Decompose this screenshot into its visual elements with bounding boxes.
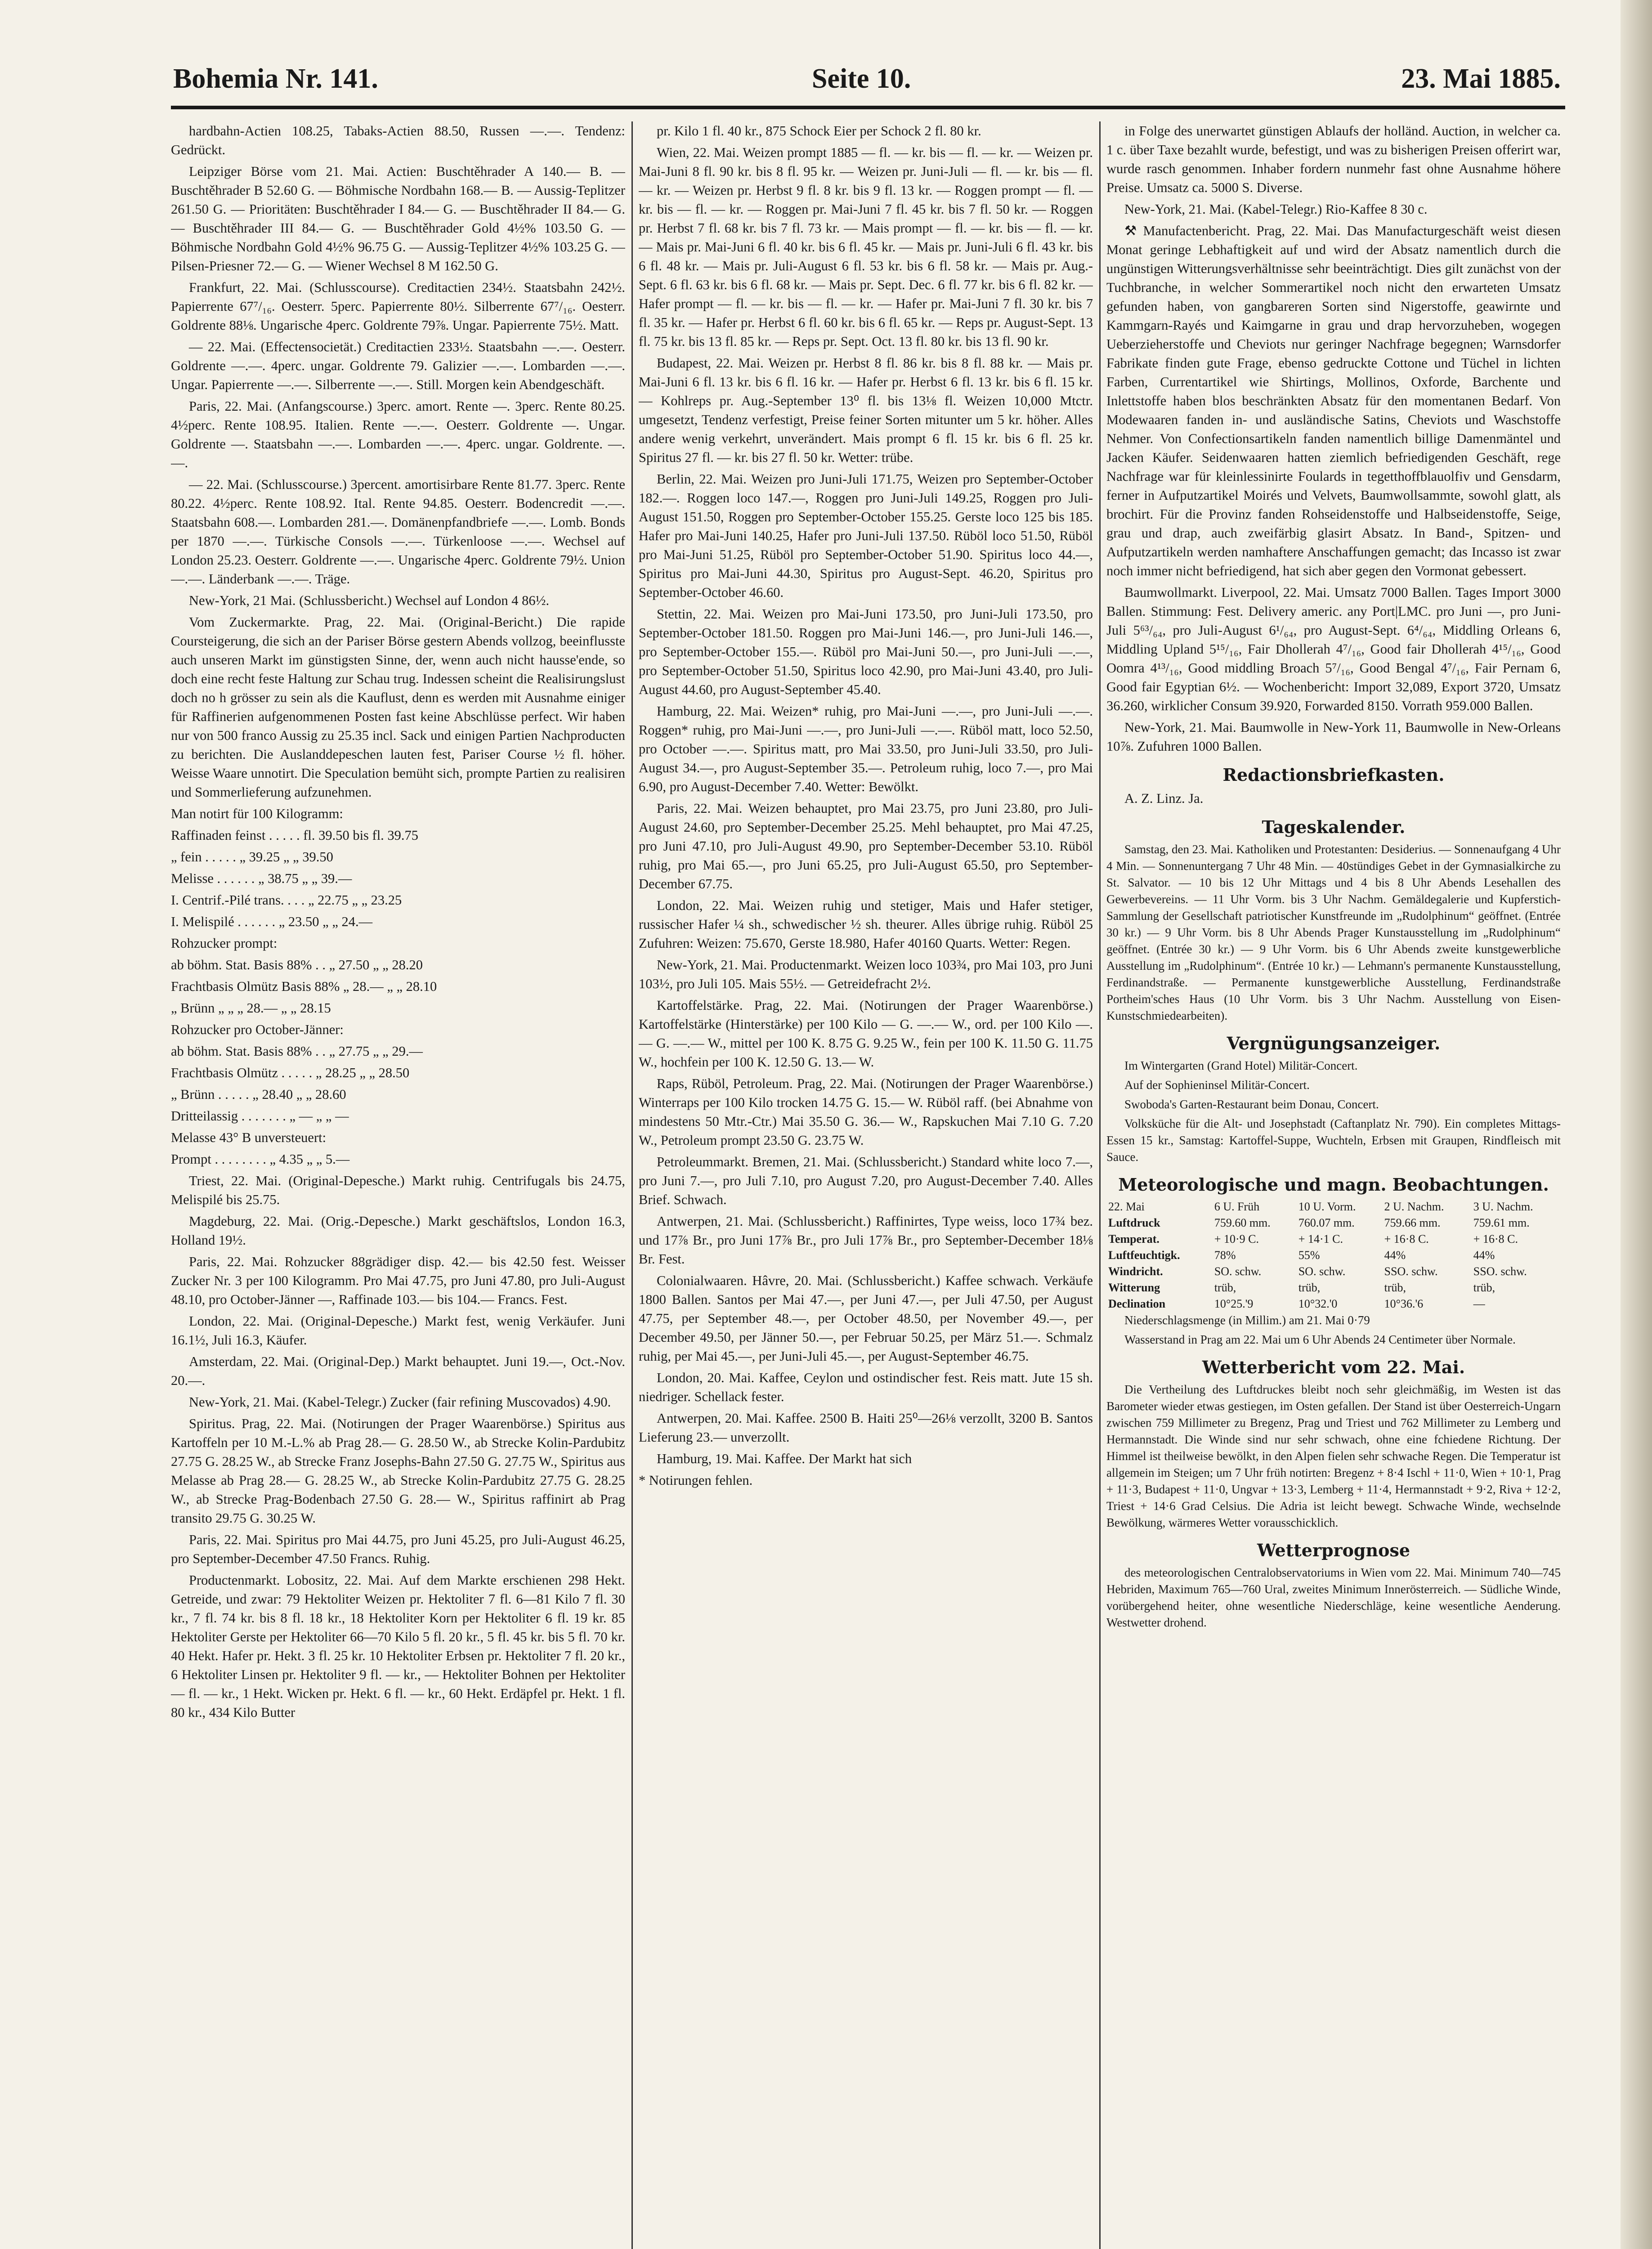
text-paragraph: Rohzucker pro October-Jänner: [171,1022,344,1037]
section-heading: Vergnügungsanzeiger. [1227,1033,1441,1053]
weather-cell: SO. schw. [1298,1265,1346,1278]
text-paragraph: New-York, 21. Mai. Productenmarkt. Weizen loco 103¾, pro Mai 103, pro Juni 103½, pro Juli 105. Mais 55½. — Getreidefracht 2½. [639,957,1093,991]
text-paragraph: I. Centrif.-Pilé trans. . . . „ 22.75 „ „ 23.25 [171,892,402,908]
text-paragraph: Niederschlagsmenge (in Millim.) am 21. Mai 0·79 [1124,1313,1370,1327]
text-paragraph: London, 22. Mai. (Original-Depesche.) Markt fest, wenig Verkäufer. Juni 16.1½, Juli 16.3, Käufer. [171,1313,625,1348]
text-paragraph: ⚒ Manufactenbericht. Prag, 22. Mai. Das Manufacturgeschäft weist diesen Monat geringe Lebhaftigkeit auf und wird der Absatz namentlich durch die ungünstigen Witterungsverhältnisse sehr beeinträchtigt. Dies gilt zunächst von der Tuchbranche, in welcher Sommerartikel noch nicht den erwarteten Umsatz gefunden haben, von gangbareren Sorten sind Nigerstoffe, geawirnte und Kammgarn-Rayés und Kaimgarne in grau und drap hervorzuheben, wogegen Ueberzieherstoffe und Cheviots nur geringer Nachfrage begegnen; Warnsdorfer Fabrikate finden gute Frage, ebenso gedruckte Cottone und Tüchel in lichten Farben, Currentartikel wie Shirtings, Mollinos, Oxforde, Barchente und Inlettstoffe haben blos beschränkten Absatz für den momentanen Bedarf. Von Modewaaren fanden in- und ausländische Satins, Cheviots und Waschstoffe Nehmer. Von Confectionsartikeln fanden namentlich billige Damenmäntel und Jacken Käufer. Seidenwaaren hatten ziemlich befriedigenden Geschäft, rege Nachfrage war für kleinlessinirte Foulards in tegetthoffblauolfiv und Gensdarm, ferner in Aufputzartikel Moirés und Velvets, Baumwollsammte, sowohl glatt, als brochirt. Für die Provinz fanden Rohseidenstoffe und Halbseidenstoffe, Seige, grau und drap, auch zweifärbig glasirt Absatz. In Band-, Spitzen- und Aufputzartikeln werden namhaftere Anschaffungen gemacht; das Incasso ist zwar noch immer nicht befriedigend, hat sich aber gegen den Vormonat gebessert. [1106,223,1561,578]
weather-cell: 759.60 mm. [1214,1216,1271,1229]
weather-header-cell: 10 U. Vorm. [1298,1200,1356,1213]
text-paragraph: * Notirungen fehlen. [639,1473,753,1488]
text-paragraph: Frachtbasis Olmütz Basis 88% „ 28.— „ „ 28.10 [171,979,437,994]
text-paragraph: „ Brünn . . . . . „ 28.40 „ „ 28.60 [171,1087,346,1102]
text-paragraph: New-York, 21. Mai. Baumwolle in New-York 11, Baumwolle in New-Orleans 10⅞. Zufuhren 1000 Ballen. [1106,720,1561,754]
weather-cell: + 16·8 C. [1384,1232,1429,1245]
weather-cell: Luftdruck [1108,1216,1160,1229]
weather-cell: 78% [1214,1249,1236,1262]
section-heading: Wetterprognose [1257,1540,1410,1560]
text-paragraph: Die Vertheilung des Luftdruckes bleibt noch sehr gleichmäßig, im Westen ist das Barometer wieder etwas gestiegen, im Osten gefallen. Der Stand ist über Oesterreich-Ungarn zwischen 759 Millimeter zu Bregenz, Prag und Triest und 762 Millimeter zu Lemberg und Hermannstadt. Die Winde sind nur sehr schwach, ohne eine fchiedene Richtung. Der Himmel ist theilweise bewölkt, in den Alpen fielen sehr schwache Regen. Die Temperatur ist allgemein im Steigen; um 7 Uhr früh notirten: Bregenz + 8·4 Ischl + 11·0, Wien + 10·1, Prag + 11·3, Budapest + 11·0, Ungvar + 13·3, Lemberg + 11·4, Hermannstadt + 9·2, Riva + 12·2, Triest + 14·6 Grad Celsius. Die Adria ist leicht bewegt. Schwache Winde, wechselnde Bewölkung, wärmeres Wetter vorausschicklich. [1106,1383,1561,1529]
weather-header-cell: 3 U. Nachm. [1473,1200,1533,1213]
text-paragraph: Kartoffelstärke. Prag, 22. Mai. (Notirungen der Prager Waarenbörse.) Kartoffelstärke (Hinterstärke) per 100 Kilo — G. —.— W., ord. per 100 Kilo —.— G. —.— W., mittel per 100 K. 8.75 G. 9.25 W., fein per 100 K. 11.50 G. 11.75 W., hochfein per 100 K. 12.50 G. 13.— W. [639,998,1093,1070]
text-paragraph: Dritteilassig . . . . . . . „ — „ „ — [171,1108,349,1124]
weather-cell: 55% [1298,1249,1320,1262]
section-heading: Tageskalender. [1262,817,1406,837]
section-heading: Redactionsbriefkasten. [1222,765,1445,785]
text-paragraph: Frankfurt, 22. Mai. (Schlusscourse). Creditactien 234½. Staatsbahn 242½. Papierrente 67⁷/₁₆. Oesterr. 5perc. Papierrente 80½. Silberrente 67⁷/₁₆. Oesterr. Goldrente 88⅛. Ungarische 4perc. Goldrente 79⅞. Ungar. Papierrente 75½. Matt. [171,280,625,333]
text-paragraph: Triest, 22. Mai. (Original-Depesche.) Markt ruhig. Centrifugals bis 24.75, Melispilé bis 25.75. [171,1173,625,1207]
weather-cell: 10°36.'6 [1384,1297,1424,1310]
text-paragraph: Paris, 22. Mai. Spiritus pro Mai 44.75, pro Juni 45.25, pro Juli-August 46.25, pro September-December 47.50 Francs. Ruhig. [171,1532,625,1566]
column-1 [171,121,625,2249]
page-header [173,63,1561,108]
text-paragraph: Baumwollmarkt. Liverpool, 22. Mai. Umsatz 7000 Ballen. Tages Import 3000 Ballen. Stimmung: Fest. Delivery americ. any Port|LMC. pro Juni —, pro Juni-Juli 5⁶³/₆₄, pro Juli-August 6¹/₆₄, pro August-Sept. 6⁴/₆₄, Middling Orleans 6, Middling Upland 5¹⁵/₁₆, Fair Dhollerah 4⁷/₁₆, Good fair Dhollerah 4¹⁵/₁₆, Good Oomra 4¹³/₁₆, Good middling Broach 5⁷/₁₆, Good Bengal 4⁷/₁₆, Fair Pernam 6, Good fair Egyptian 6½. — Wochenbericht: Import 32,089, Export 3720, Umsatz 36.260, wirklicher Consum 39.920, Forwarded 8150. Vorrath 959.000 Ballen. [1106,585,1561,713]
weather-cell: Windricht. [1108,1265,1163,1278]
weather-header-cell: 2 U. Nachm. [1384,1200,1444,1213]
weather-cell: Temperat. [1108,1232,1160,1245]
text-paragraph: Amsterdam, 22. Mai. (Original-Dep.) Markt behauptet. Juni 19.—, Oct.-Nov. 20.—. [171,1354,625,1388]
weather-cell: 759.61 mm. [1473,1216,1530,1229]
text-paragraph: Berlin, 22. Mai. Weizen pro Juni-Juli 171.75, Weizen pro September-October 182.—. Roggen loco 147.—, Roggen pro Juni-Juli 149.25, Roggen pro Juli-August 151.50, Roggen pro September-October 155.25. Gerste loco 125 bis 185. Hafer pro Mai-Juni 140.25, Hafer pro Juni-Juli 137.50. Rüböl loco 51.50, Rüböl pro Mai-Juni 51.25, Rüböl pro September-October 51.90. Spiritus loco 44.—, Spiritus pro Mai-Juni 44.30, Spiritus pro August-Sept. 46.20, Spiritus pro September-October 46.60. [639,471,1093,600]
text-paragraph: A. Z. Linz. Ja. [1124,791,1204,806]
text-paragraph: — 22. Mai. (Schlusscourse.) 3percent. amortisirbare Rente 81.77. 3perc. Rente 80.22. 4½perc. Rente 108.92. Ital. Rente 94.85. Oesterr. Bodencredit —.—. Staatsbahn 608.—. Lombarden 281.—. Domänenpfandbriefe —.—. Lomb. Bonds per 1870 —.—. Türkische Consols —.—. Türkenloose —.—. Wechsel auf London 25.23. Oesterr. Goldrente —.—. Ungarische 4perc. Goldrente 79½. Union —.—. Länderbank —.—. Träge. [171,477,625,587]
weather-cell: Witterung [1108,1281,1160,1294]
weather-cell: Declination [1108,1297,1166,1310]
text-paragraph: Swoboda's Garten-Restaurant beim Donau, Concert. [1124,1098,1379,1111]
text-paragraph: des meteorologischen Centralobservatoriums in Wien vom 22. Mai. Minimum 740—745 Hebriden, Maximum 765—760 Ural, zweites Minimum Innerösterreich. — Südliche Winde, vorübergehend heiter, ohne wesentliche Niederschläge, keine wesentliche Aenderung. Westwetter drohend. [1106,1566,1561,1629]
text-paragraph: ab böhm. Stat. Basis 88% . . „ 27.75 „ „ 29.— [171,1044,423,1059]
weather-table [1106,1199,1561,1312]
weather-cell: trüb, [1214,1281,1236,1294]
weather-cell: 10°25.'9 [1214,1297,1254,1310]
text-paragraph: Frachtbasis Olmütz . . . . . „ 28.25 „ „ 28.50 [171,1065,410,1080]
text-paragraph: „ fein . . . . . „ 39.25 „ „ 39.50 [171,849,333,865]
text-paragraph: Hamburg, 22. Mai. Weizen* ruhig, pro Mai-Juni —.—, pro Juni-Juli —.—. Roggen* ruhig, pro Mai-Juni —.—, pro Juni-Juli —.—. Rüböl matt, loco 52.50, pro October —.—. Spiritus matt, pro Mai 33.50, pro Juni-Juli 33.50, pro Juli-August 34.—, pro August-September 35.—. Petroleum ruhig, loco 7.—, pro Mai 6.90, pro August-December 7.40. Wetter: Bewölkt. [639,703,1093,794]
text-paragraph: Volksküche für die Alt- und Josephstadt (Caftanplatz Nr. 790). Ein completes Mittags-Essen 15 kr., Samstag: Kartoffel-Suppe, Wuchteln, Erbsen mit Graupen, Rindfleisch mit Sauce. [1106,1117,1561,1164]
header-date: 23. Mai 1885. [1401,63,1561,94]
text-paragraph: Petroleummarkt. Bremen, 21. Mai. (Schlussbericht.) Standard white loco 7.—, pro Juni 7.—, pro Juli 7.10, pro August 7.20, pro August-December 7.40. Alles Brief. Schwach. [639,1154,1093,1207]
weather-header-cell: 22. Mai [1108,1200,1145,1213]
text-paragraph: Paris, 22. Mai. (Anfangscourse.) 3perc. amort. Rente —. 3perc. Rente 80.25. 4½perc. Rente 108.95. Italien. Rente —.—. Oesterr. Goldrente —. Ungar. Goldrente —. Staatsbahn —.—. Lombarden —.—. 4perc. ungar. Goldrente. —.—. [171,399,625,470]
header-page-number: Seite 10. [812,63,911,94]
text-paragraph: Spiritus. Prag, 22. Mai. (Notirungen der Prager Waarenbörse.) Spiritus aus Kartoffeln per 10 M.-L.% ab Prag 28.— G. 28.50 W., ab Strecke Kolin-Pardubitz 27.75 G. 28.25 W., ab Strecke Franz Josephs-Bahn 27.50 G. 27.75 W., Spiritus aus Melasse ab Prag 28.— G. 28.25 W., ab Strecke Kolin-Pardubitz 27.75 G. 28.25 W., ab Strecke Prag-Bodenbach 27.50 G. 28.— W., Spiritus raffinirt ab Prag transito 29.75 G. 30.25 W. [171,1416,625,1526]
header-rule [171,106,1565,109]
weather-cell: 44% [1384,1249,1406,1262]
text-paragraph: New-York, 21 Mai. (Schlussbericht.) Wechsel auf London 4 86½. [189,593,550,608]
column-2 [639,121,1093,2249]
text-paragraph: „ Brünn „ „ „ 28.— „ „ 28.15 [171,1000,331,1016]
text-paragraph: Colonialwaaren. Hâvre, 20. Mai. (Schlussbericht.) Kaffee schwach. Verkäufe 1800 Ballen. Santos per Mai 47.—, per Juni 47.—, per Juli 47.50, per August 47.75, per September 48.—, per October 48.50, per November 49.—, per December 49.50, per Jänner 50.—, per Februar 50.25, per März 51.—. Schmalz ruhig, per Mai 45.—, per Juni-Juli 45.—, per August-September 46.75. [639,1273,1093,1364]
weather-cell: + 14·1 C. [1298,1232,1343,1245]
text-paragraph: Wasserstand in Prag am 22. Mai um 6 Uhr Abends 24 Centimeter über Normale. [1124,1333,1516,1346]
text-paragraph: Man notirt für 100 Kilogramm: [171,806,343,821]
text-paragraph: Stettin, 22. Mai. Weizen pro Mai-Juni 173.50, pro Juni-Juli 173.50, pro September-October 181.50. Roggen pro Mai-Juni 146.—, pro Juni-Juli 146.—, pro September-October 155.—. Rüböl pro Mai-Juni 50.—, pro Juni-Juli —.—, pro September-October 51.50, Spiritus loco 42.90, pro Mai-Juni 43.40, pro Juli-August 44.60, pro August-September 45.40. [639,606,1093,697]
section-heading: Wetterbericht vom 22. Mai. [1202,1357,1465,1377]
weather-header-cell: 6 U. Früh [1214,1200,1260,1213]
weather-cell: 10°32.'0 [1298,1297,1338,1310]
text-paragraph: Auf der Sophieninsel Militär-Concert. [1124,1078,1310,1092]
weather-cell: Luftfeuchtigk. [1108,1249,1180,1262]
text-paragraph: I. Melispilé . . . . . . „ 23.50 „ „ 24.— [171,914,373,929]
text-paragraph: Budapest, 22. Mai. Weizen pr. Herbst 8 fl. 86 kr. bis 8 fl. 88 kr. — Mais pr. Mai-Juni 6 fl. 13 kr. bis 6 fl. 16 kr. — Hafer pr. Herbst 6 fl. 13 kr. bis 6 fl. 15 kr. — Kohlreps pr. Aug.-September 13⁰ fl. bis 13⅛ fl. Weizen 10,000 Mtctr. umgesetzt, Tendenz verfestigt, Preise feiner Sorten mitunter um 5 kr. höher. Alles andere wenig verkehrt, unverändert. Mais prompt 6 fl. 15 kr. bis 6 fl. 25 kr. Spiritus 27 fl. — kr. bis 27 fl. 50 kr. Wetter: trübe. [639,355,1093,465]
column-divider [1099,121,1101,2249]
text-paragraph: Antwerpen, 21. Mai. (Schlussbericht.) Raffinirtes, Type weiss, loco 17¾ bez. und 17⅞ Br., pro Juni 17⅞ Br., pro Juli 17⅞ Br., pro September-December 18⅛ Br. Fest. [639,1214,1093,1267]
page-edge [1621,0,1652,2249]
weather-cell: + 10·9 C. [1214,1232,1259,1245]
weather-cell: 759.66 mm. [1384,1216,1441,1229]
text-paragraph: Raffinaden feinst . . . . . fl. 39.50 bis fl. 39.75 [171,828,419,843]
text-paragraph: Melisse . . . . . . „ 38.75 „ „ 39.— [171,871,352,886]
weather-cell: trüb, [1473,1281,1495,1294]
text-paragraph: London, 20. Mai. Kaffee, Ceylon und ostindischer fest. Reis matt. Jute 15 sh. niedriger. Schellack fester. [639,1370,1093,1404]
text-paragraph: Samstag, den 23. Mai. Katholiken und Protestanten: Desiderius. — Sonnenaufgang 4 Uhr 4 Min. — Sonnenuntergang 7 Uhr 48 Min. — 40stündiges Gebet in der Gymnasialkirche zu St. Salvator. — 10 bis 12 Uhr Mittags und 4 bis 8 Uhr Abends Lesehallen des Gewerbevereins. — 11 Uhr Vorm. bis 3 Uhr Nachm. Gemäldegalerie und Kupferstich-Sammlung der Gesellschaft patriotischer Kunstfreunde im „Rudolphinum“ geöffnet. (Entrée 30 kr.) — 9 Uhr Vorm. bis 8 Uhr Abends Prager Kunstausstellung im „Rudolphinum“ geöffnet. (Entrée 30 kr.) — 9 Uhr Vorm. bis 6 Uhr Abends zweite kunstgewerbliche Ausstellung im „Rudolphinum“. (Entrée 10 kr.) — Lehmann's permanente Kunstausstellung, Ferdinandstraße. — Permanente kunstgewerbliche Ausstellung, Ferdinandstraße Portheim'sches Haus (10 Uhr Vorm. bis 3 Uhr Nachm. Ausstellung von Eisen-Kunstschmiedearbeiten). [1106,842,1561,1022]
text-paragraph: Paris, 22. Mai. Weizen behauptet, pro Mai 23.75, pro Juni 23.80, pro Juli-August 24.60, pro September-December 25.25. Mehl behauptet, pro Mai 47.25, pro Juni 47.10, pro Juli-August 49.90, pro September-December 53.10. Rüböl ruhig, pro Mai 65.—, pro Juni 65.25, pro Juli-August 65.50, pro September-December 67.75. [639,801,1093,892]
text-paragraph: ab böhm. Stat. Basis 88% . . „ 27.50 „ „ 28.20 [171,957,423,972]
section-heading: Meteorologische und magn. Beobachtungen. [1118,1174,1549,1195]
weather-cell: SSO. schw. [1384,1265,1438,1278]
text-paragraph: Vom Zuckermarkte. Prag, 22. Mai. (Original-Bericht.) Die rapide Coursteigerung, die sich an der Pariser Börse gestern Abends vollzog, beeinflusste auch unseren Markt im günstigsten Sinne, der, wenn auch nicht hausse'ende, so doch eine recht feste Haltung zur Schau trug. Indessen scheint die Realisirungslust doch no h grösser zu sein als die Kauflust, denn es werden mit Ausnahme einiger für Raffinerien aufgenommenen Posten fast keine Abschlüsse perfect. Wir haben nur von 500 franco Aussig zu 25.35 incl. Sack und einigen Partien Nachproducten zu berichten. Die Auslanddepeschen lauten fest, Pariser Course ½ fl. höher. Weisse Waare unnotirt. Die Speculation bemüht sich, prompte Partien zu realisiren und Sommerlieferung aufzunehmen. [171,614,625,800]
weather-cell: trüb, [1298,1281,1321,1294]
column-divider [631,121,633,2249]
text-paragraph: Magdeburg, 22. Mai. (Orig.-Depesche.) Markt geschäftslos, London 16.3, Holland 19½. [171,1214,625,1248]
text-paragraph: London, 22. Mai. Weizen ruhig und stetiger, Mais und Hafer stetiger, russischer Hafer ¼ sh., schwedischer ½ sh. theurer. Alles übrige ruhig. Rüböl 25 Zufuhren: Weizen: 75.670, Gerste 18.980, Hafer 40160 Quarts. Wetter: Regen. [639,898,1093,951]
text-paragraph: Melasse 43° B unversteuert: [171,1130,327,1145]
column-3 [1106,121,1561,2249]
text-paragraph: Im Wintergarten (Grand Hotel) Militär-Concert. [1124,1059,1358,1072]
text-paragraph: Prompt . . . . . . . . „ 4.35 „ „ 5.— [171,1151,350,1167]
weather-cell: SSO. schw. [1473,1265,1527,1278]
weather-cell: SO. schw. [1214,1265,1262,1278]
text-paragraph: — 22. Mai. (Effectensocietät.) Creditactien 233½. Staatsbahn —.—. Oesterr. Goldrente —.—. 4perc. ungar. Goldrente 79. Galizier —.—. Lombarden —.—. Ungar. Papierrente —.—. Silberrente —.—. Still. Morgen kein Abendgeschäft. [171,339,625,392]
text-paragraph: hardbahn-Actien 108.25, Tabaks-Actien 88.50, Russen —.—. Tendenz: Gedrückt. [171,123,625,157]
header-publication: Bohemia Nr. 141. [173,63,378,94]
text-paragraph: Antwerpen, 20. Mai. Kaffee. 2500 B. Haiti 25⁰—26⅛ verzollt, 3200 B. Santos Lieferung 23.— unverzollt. [639,1411,1093,1445]
weather-cell: — [1473,1297,1485,1310]
text-paragraph: Wien, 22. Mai. Weizen prompt 1885 — fl. — kr. bis — fl. — kr. — Weizen pr. Mai-Juni 8 fl. 90 kr. bis 8 fl. 95 kr. — Weizen pr. Juni-Juli — fl. — kr. bis — fl. — kr. — Weizen pr. Herbst 9 fl. 8 kr. bis 9 fl. 13 kr. — Roggen prompt — fl. — kr. bis — fl. — kr. — Roggen pr. Mai-Juni 7 fl. 45 kr. bis 7 fl. 50 kr. — Roggen pr. Herbst 7 fl. 68 kr. bis 7 fl. 73 kr. — Mais prompt — fl. — kr. bis — fl. — kr. — Mais pr. Mai-Juni 6 fl. 40 kr. bis 6 fl. 45 kr. — Mais pr. Juni-Juli 6 fl. 43 kr. bis 6 fl. 48 kr. — Mais pr. Juli-August 6 fl. 53 kr. bis 6 fl. 58 kr. — Mais pr. Aug.-Sept. 6 fl. 63 kr. bis 6 fl. 68 kr. — Mais pr. Sept. Dec. 6 fl. 77 kr. bis 6 fl. 82 kr. — Hafer prompt — fl. — kr. bis — fl. — kr. — Hafer pr. Mai-Juni 7 fl. 30 kr. bis 7 fl. 35 kr. — Hafer pr. Herbst 6 fl. 60 kr. bis 6 fl. 65 kr. — Reps pr. August-Sept. 13 fl. 75 kr. bis 13 fl. 85 kr. — Reps pr. Sept. Oct. 13 fl. 80 kr. bis 13 fl. 90 kr. [639,145,1093,349]
text-paragraph: Hamburg, 19. Mai. Kaffee. Der Markt hat sich [657,1451,912,1466]
text-paragraph: Paris, 22. Mai. Rohzucker 88grädiger disp. 42.— bis 42.50 fest. Weisser Zucker Nr. 3 per 100 Kilogramm. Pro Mai 47.75, pro Juni 47.80, pro Juli-August 48.10, pro October-Jänner —, Raffinade 103.— bis 104.— Francs. Fest. [171,1254,625,1307]
weather-cell: + 16·8 C. [1473,1232,1518,1245]
weather-cell: 44% [1473,1249,1495,1262]
text-paragraph: New-York, 21. Mai. (Kabel-Telegr.) Rio-Kaffee 8 30 c. [1124,202,1428,217]
weather-cell: 760.07 mm. [1298,1216,1355,1229]
text-paragraph: New-York, 21. Mai. (Kabel-Telegr.) Zucker (fair refining Muscovados) 4.90. [189,1394,611,1410]
text-paragraph: in Folge des unerwartet günstigen Ablaufs der holländ. Auction, in welcher ca. 1 c. über Taxe bezahlt wurde, befestigt, und was zu bisherigen Preisen offerirt war, wurde rasch genommen. Inhaber fordern nunmehr fast ohne Ausnahme höhere Preise. Umsatz ca. 5000 S. Diverse. [1106,123,1561,195]
text-paragraph: Productenmarkt. Lobositz, 22. Mai. Auf dem Markte erschienen 298 Hekt. Getreide, und zwar: 79 Hektoliter Weizen pr. Hektoliter 7 fl. 6—81 Kilo 7 fl. 30 kr., 7 fl. 74 kr. bis 8 fl. 18 kr., 18 Hektoliter Korn per Hektoliter 6 fl. 19 kr. 85 Hektoliter Gerste per Hektoliter 66—70 Kilo 5 fl. 20 kr., 5 fl. 45 kr. bis 5 fl. 70 kr. 40 Hekt. Hafer pr. Hekt. 3 fl. 25 kr. 10 Hektoliter Erbsen pr. Hektoliter 7 fl. 20 kr., 6 Hektoliter Linsen pr. Hektoliter 9 fl. — kr., — Hektoliter Bohnen per Hektoliter — fl. — kr., 1 Hekt. Wicken pr. Hekt. 6 fl. — kr., 60 Hekt. Erdäpfel pr. Hekt. 1 fl. 80 kr., 434 Kilo Butter [171,1573,625,1720]
text-paragraph: Rohzucker prompt: [171,936,278,951]
text-paragraph: pr. Kilo 1 fl. 40 kr., 875 Schock Eier per Schock 2 fl. 80 kr. [657,123,981,139]
text-paragraph: Raps, Rüböl, Petroleum. Prag, 22. Mai. (Notirungen der Prager Waarenbörse.) Winterraps per 100 Kilo trocken 14.75 G. 15.— W. Rüböl raff. (bei Abnahme von mindestens 50 Mtr.-Ctr.) Mai 35.50 G. 36.— W., Rapskuchen Mai 7.10 G. 7.20 W., Petroleum prompt 23.50 G. 23.75 W. [639,1076,1093,1148]
text-paragraph: Leipziger Börse vom 21. Mai. Actien: Buschtěhrader A 140.— B. — Buschtěhrader B 52.60 G. — Böhmische Nordbahn 168.— B. — Aussig-Teplitzer 261.50 G. — Prioritäten: Buschtěhrader I 84.— G. — Buschtěhrader II 84.— G. — Buschtěhrader III 84.— G. — Buschtěhrader Gold 4½% 103.50 G. — Böhmische Nordbahn Gold 4½% 96.75 G. — Aussig-Teplitzer 4½% 103.25 G. — Pilsen-Priesner 72.— G. — Wiener Wechsel 8 M 162.50 G. [171,164,625,273]
weather-cell: trüb, [1384,1281,1406,1294]
